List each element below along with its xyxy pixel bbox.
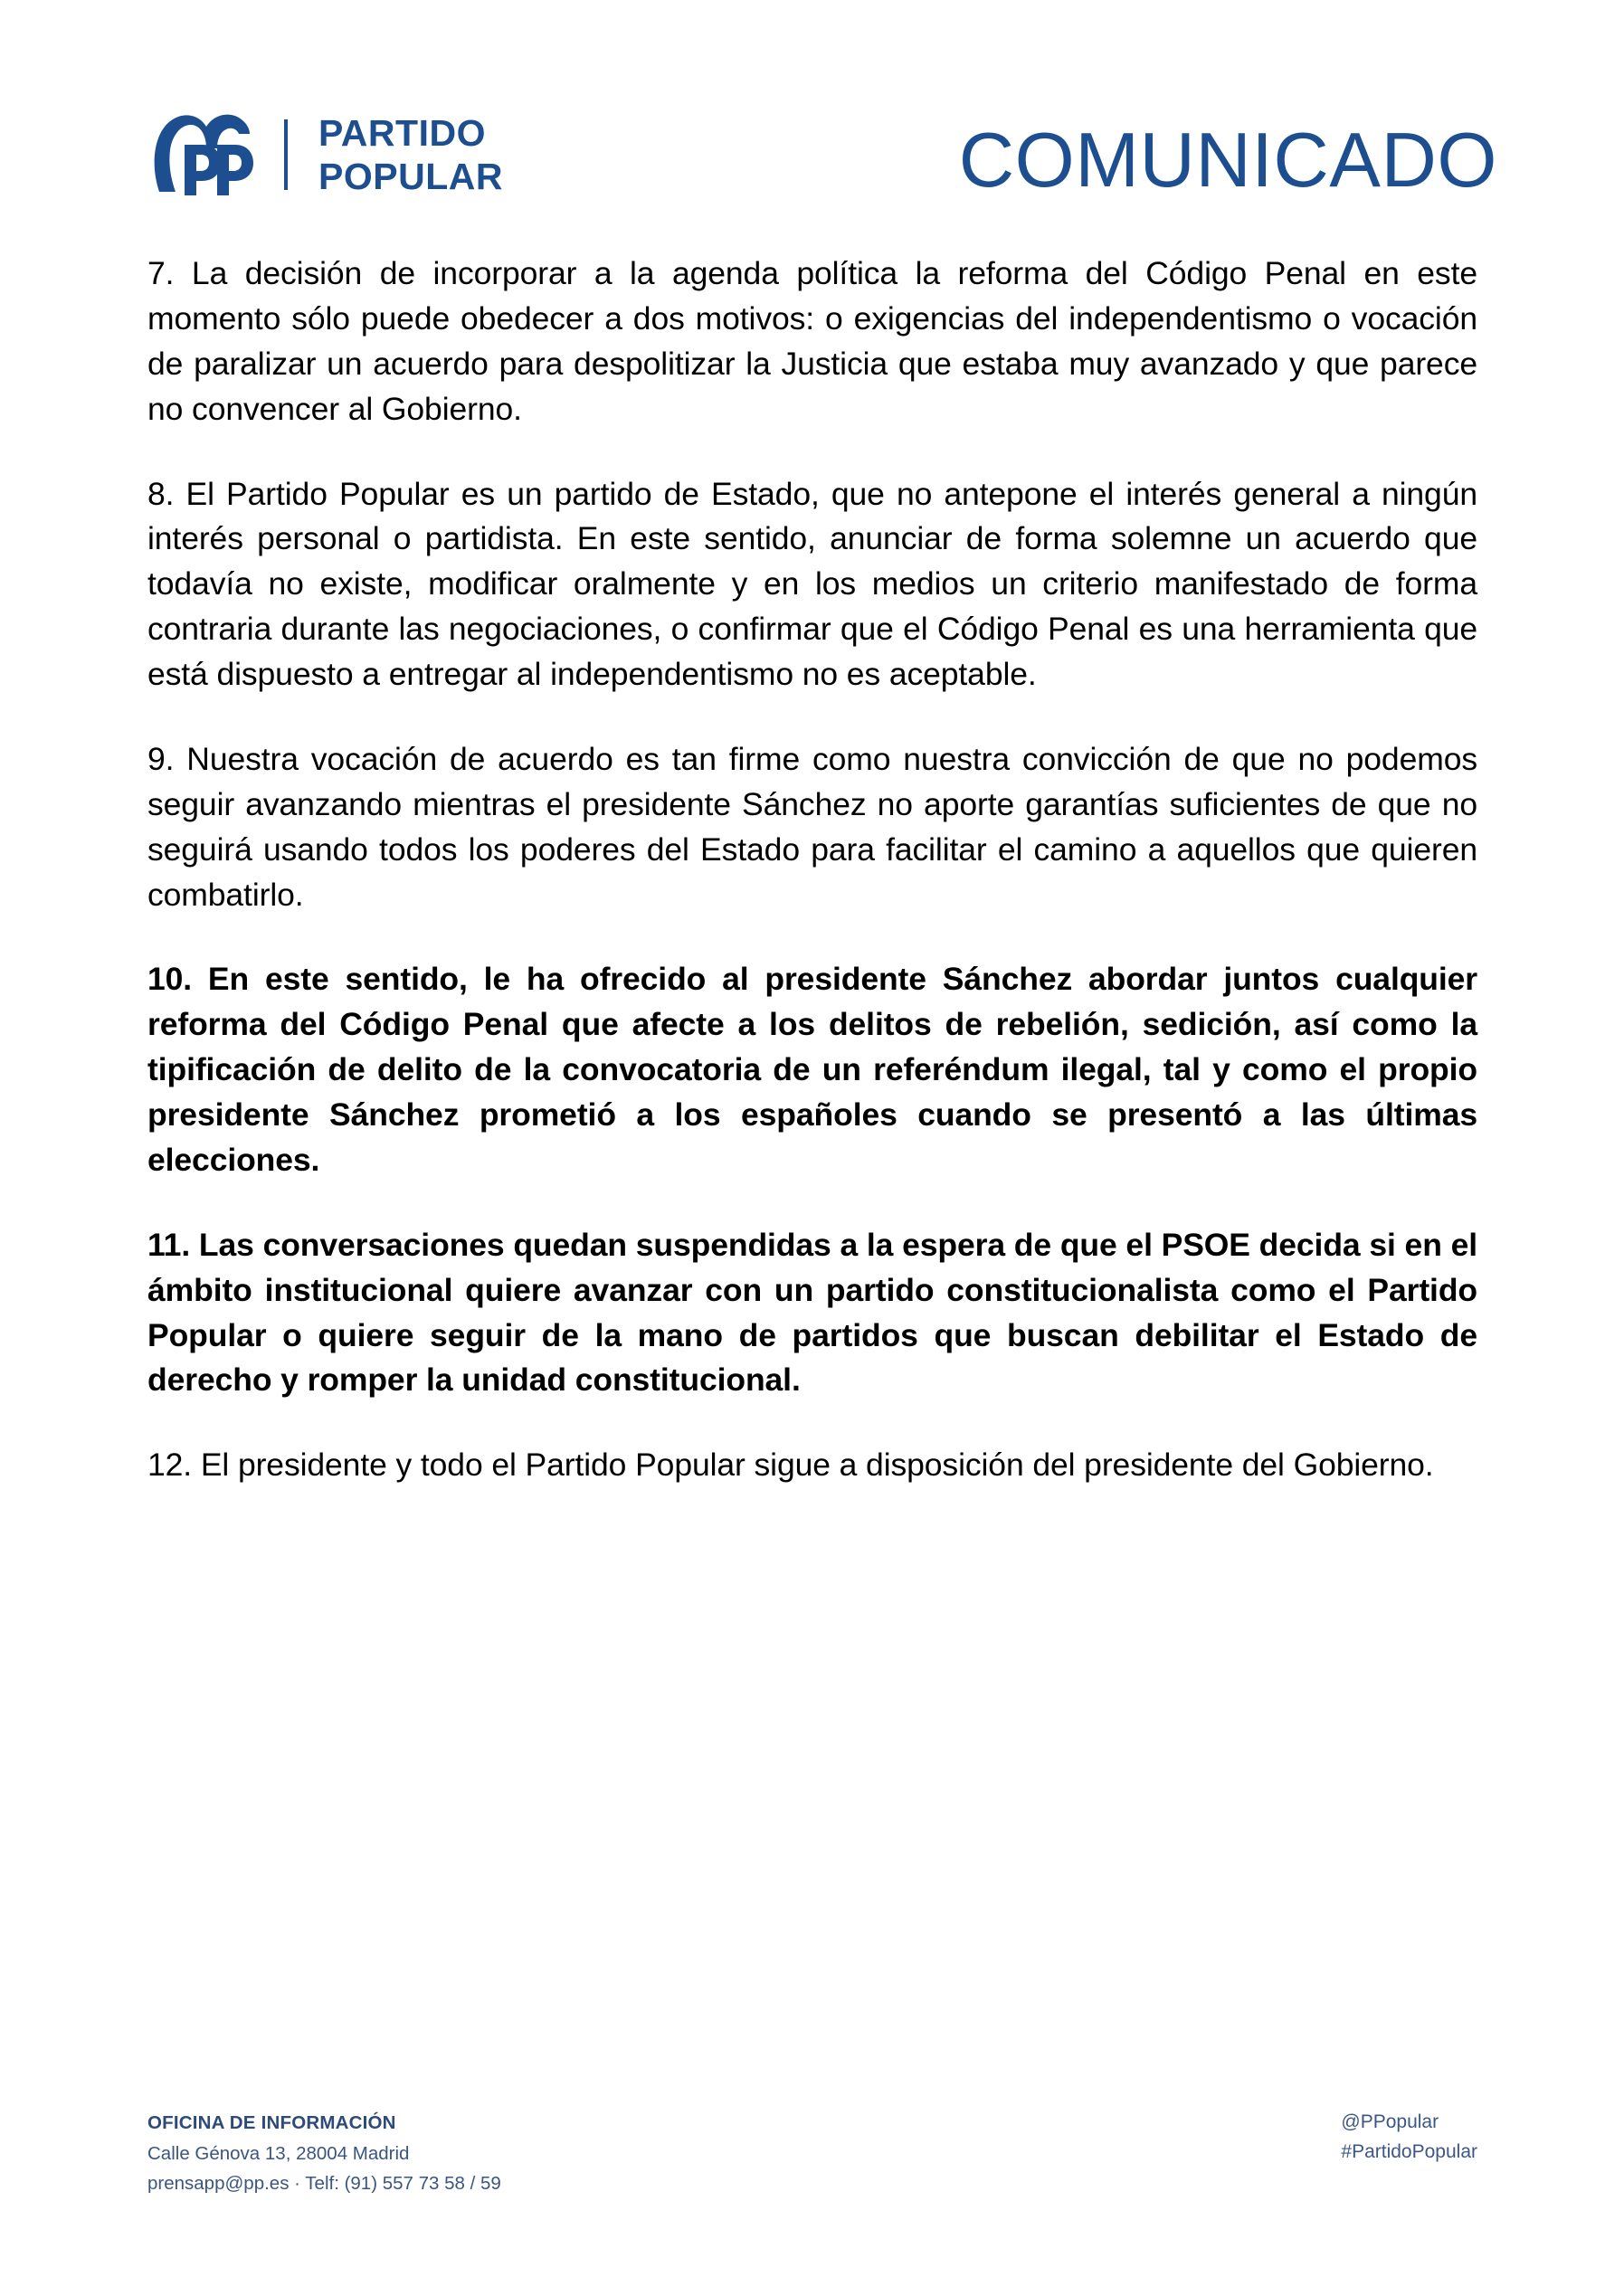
document-header: [0, 0, 1624, 226]
footer-twitter-handle: @PPopular: [1341, 2111, 1439, 2133]
footer-hashtag: #PartidoPopular: [1341, 2140, 1477, 2162]
footer-social-block: [1341, 2108, 1497, 2167]
brand-divider: [284, 119, 288, 190]
footer-office-label: OFICINA DE INFORMACIÓN: [147, 2112, 396, 2134]
paragraph-7: 7. La decisión de incorporar a la agenda política la reforma del Código Penal en este momento sólo puede obedecer a dos motivos: o exigencias del independentismo o vocación de paralizar un acuerdo para despolitizar la Justicia que estaba muy avanzado y que parece no convencer al Gobierno.: [147, 255, 1477, 427]
footer-address: Calle Génova 13, 28004 Madrid: [147, 2142, 410, 2164]
paragraph-8: 8. El Partido Popular es un partido de Estado, que no antepone el interés general a ningún interés personal o partidista. En este sentido, anunciar de forma solemne un acuerdo que todavía no existe, modificar oralmente y en los medios un criterio manifestado de forma contraria durante las negociaciones, o confirmar que el Código Penal es una herramienta que está dispuesto a entregar al independentismo no es aceptable.: [147, 475, 1477, 692]
brand-line-1: PARTIDO: [318, 111, 486, 154]
paragraph-12: 12. El presidente y todo el Partido Popular sigue a disposición del presidente del Gobierno.: [147, 1447, 1434, 1484]
paragraph-10: 10. En este sentido, le ha ofrecido al presidente Sánchez abordar juntos cualquier reforma del Código Penal que afecte a los delitos de rebelión, sedición, así como la tipificación de delito de la convocatoria de un referéndum ilegal, tal y como el propio presidente Sánchez prometió a los españoles cuando se presentó a las últimas elecciones.: [147, 961, 1477, 1178]
footer-email-phone: prensapp@pp.es · Telf: (91) 557 73 58 / 59: [147, 2172, 501, 2194]
footer-contact-block: [147, 2108, 501, 2198]
brand-line-2: POPULAR: [318, 155, 503, 197]
brand-wordmark: [315, 111, 503, 197]
pp-brand-lockup: [152, 112, 503, 226]
paragraph-9: 9. Nuestra vocación de acuerdo es tan firme como nuestra convicción de que no podemos seguir avanzando mientras el presidente Sánchez no aporte garantías suficientes de que no seguirá usando todos los poderes del Estado para facilitar el camino a aquellos que quieren combatirlo.: [147, 740, 1477, 913]
document-footer: [147, 2108, 1497, 2198]
paragraph-11: 11. Las conversaciones quedan suspendidas a la espera de que el PSOE decida si en el ámbito institucional quiere avanzar con un partido constitucionalista como el Partido Popular o quiere seguir de la mano de partidos que buscan debilitar el Estado de derecho y romper la unidad constitucional.: [147, 1226, 1477, 1399]
document-body: [147, 251, 1477, 1488]
document-type-title: COMUNICADO: [958, 118, 1497, 204]
pp-logo-icon: [152, 112, 257, 197]
